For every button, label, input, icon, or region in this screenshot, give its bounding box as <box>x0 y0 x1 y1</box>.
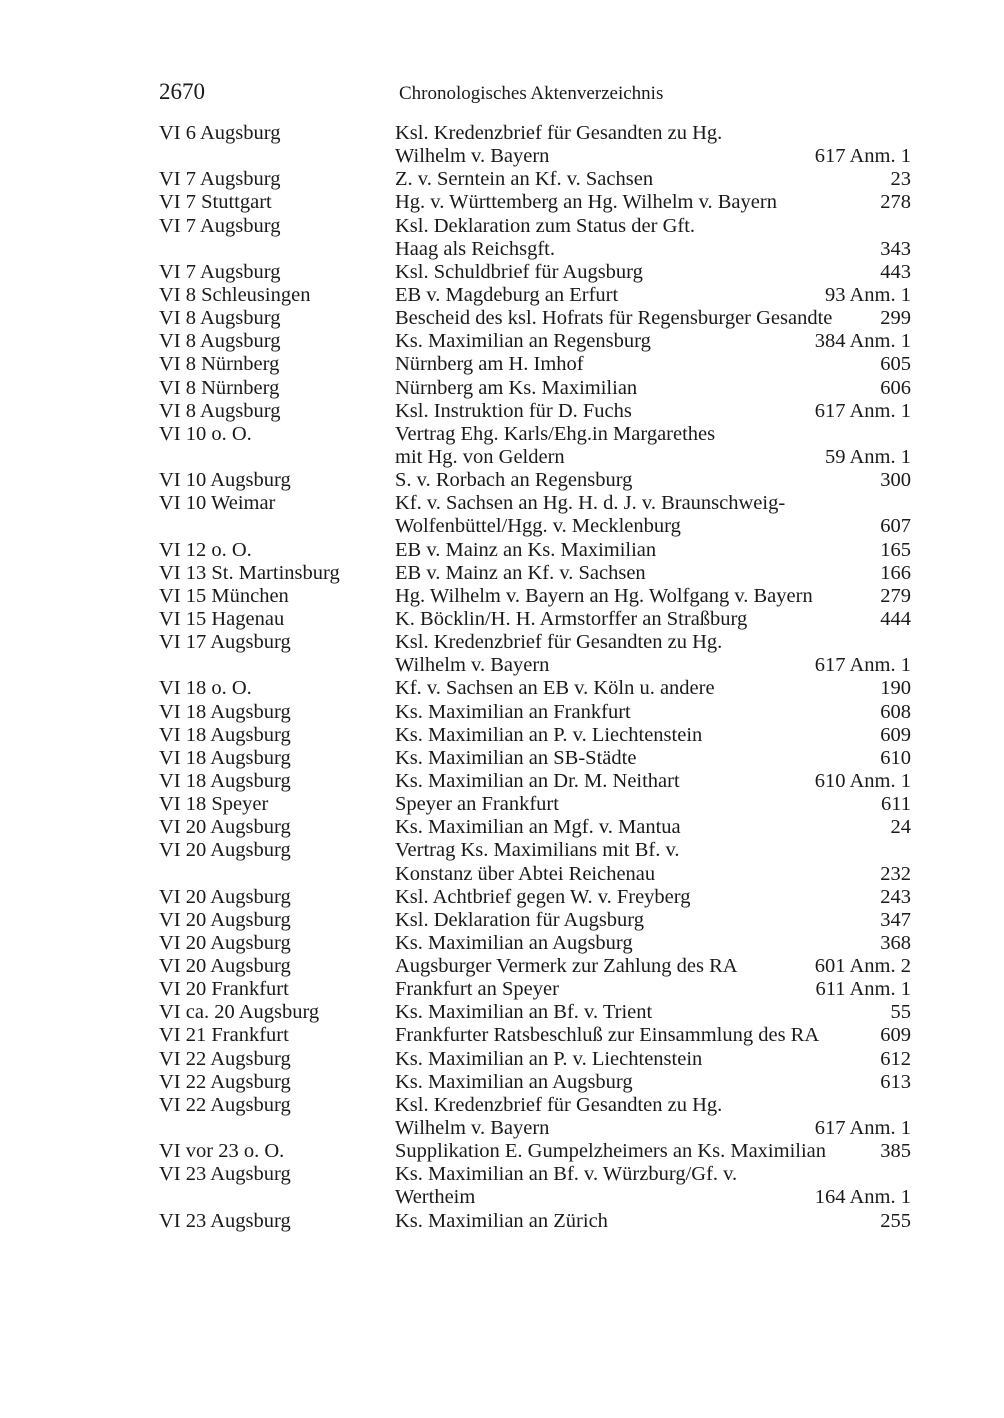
entry-row <box>159 747 911 770</box>
entry-description: Frankfurter Ratsbeschluß zur Einsammlung des RA <box>395 1024 820 1047</box>
entry-line <box>159 747 911 770</box>
entry-date-place: VI 10 Weimar <box>159 492 276 515</box>
entry-date-place: VI 20 Augsburg <box>159 885 291 908</box>
entry-date-place: VI vor 23 o. O. <box>159 1140 285 1163</box>
entry-date-place: VI 7 Stuttgart <box>159 191 272 214</box>
entry-page-reference: 166 <box>880 561 911 584</box>
entry-row <box>159 677 911 700</box>
entry-page-reference: 605 <box>880 353 911 376</box>
entry-row <box>159 816 911 839</box>
running-head <box>159 78 911 108</box>
entry-line <box>159 886 911 909</box>
entry-line <box>159 677 911 700</box>
entry-description: Ks. Maximilian an Bf. v. Würzburg/Gf. v. <box>395 1163 738 1186</box>
entry-description: Haag als Reichsgft. <box>395 237 555 260</box>
entry-page-reference: 23 <box>890 168 911 191</box>
entry-date-place: VI 20 Augsburg <box>159 816 291 839</box>
entry-date-place: VI 20 Augsburg <box>159 931 291 954</box>
entry-description: Ksl. Deklaration für Augsburg <box>395 908 645 931</box>
entry-description: Ks. Maximilian an Dr. M. Neithart <box>395 769 680 792</box>
entry-page-reference: 617 Anm. 1 <box>814 399 911 422</box>
entry-line <box>159 585 911 608</box>
entry-row <box>159 701 911 724</box>
entry-page-reference: 164 Anm. 1 <box>814 1186 911 1209</box>
entry-description: K. Böcklin/H. H. Armstorffer an Straßburg <box>395 607 748 630</box>
entry-row <box>159 839 911 885</box>
entry-line <box>159 145 911 168</box>
entry-row <box>159 1071 911 1094</box>
entry-row <box>159 307 911 330</box>
entry-page-reference: 611 Anm. 1 <box>815 978 911 1001</box>
entry-description: Ks. Maximilian an Augsburg <box>395 931 633 954</box>
entry-page-reference: 347 <box>880 908 911 931</box>
entry-page-reference: 609 <box>880 723 911 746</box>
entry-row <box>159 353 911 376</box>
entry-description: Ks. Maximilian an P. v. Liechtenstein <box>395 1047 703 1070</box>
entry-row <box>159 1001 911 1024</box>
entry-date-place: VI 8 Schleusingen <box>159 283 311 306</box>
entry-description: Supplikation E. Gumpelzheimers an Ks. Maximilian <box>395 1140 827 1163</box>
entry-line <box>159 1186 911 1209</box>
entry-row <box>159 539 911 562</box>
entry-row <box>159 1210 911 1233</box>
entry-date-place: VI 10 o. O. <box>159 422 252 445</box>
entry-date-place: VI 20 Frankfurt <box>159 978 289 1001</box>
entry-line <box>159 724 911 747</box>
entry-description: Kf. v. Sachsen an Hg. H. d. J. v. Braunschweig- <box>395 492 786 515</box>
entry-page-reference: 606 <box>880 376 911 399</box>
entry-row <box>159 1163 911 1209</box>
entry-description: EB v. Magdeburg an Erfurt <box>395 283 619 306</box>
entry-line <box>159 377 911 400</box>
entry-date-place: VI 7 Augsburg <box>159 168 281 191</box>
entry-date-place: VI ca. 20 Augsburg <box>159 1001 320 1024</box>
entry-line <box>159 1048 911 1071</box>
entry-row <box>159 469 911 492</box>
entry-date-place: VI 7 Augsburg <box>159 260 281 283</box>
entry-description: Nürnberg am Ks. Maximilian <box>395 376 638 399</box>
entry-description: Konstanz über Abtei Reichenau <box>395 862 656 885</box>
entry-row <box>159 909 911 932</box>
entry-date-place: VI 15 München <box>159 584 289 607</box>
entry-description: Ksl. Kredenzbrief für Gesandten zu Hg. <box>395 122 723 144</box>
entry-line <box>159 446 911 469</box>
entry-row <box>159 492 911 538</box>
running-title: Chronologisches Aktenverzeichnis <box>399 83 664 104</box>
entry-page-reference: 190 <box>880 677 911 700</box>
entry-date-place: VI 22 Augsburg <box>159 1093 291 1116</box>
entry-line <box>159 191 911 214</box>
entry-description: Z. v. Serntein an Kf. v. Sachsen <box>395 168 654 191</box>
entry-line <box>159 816 911 839</box>
entry-row <box>159 1140 911 1163</box>
entry-line <box>159 122 911 145</box>
entry-line <box>159 562 911 585</box>
entry-page-reference: 368 <box>880 931 911 954</box>
entry-page-reference: 243 <box>880 885 911 908</box>
entry-line <box>159 238 911 261</box>
entry-description: Wilhelm v. Bayern <box>395 145 550 168</box>
entry-page-reference: 255 <box>880 1209 911 1232</box>
entry-row <box>159 793 911 816</box>
entry-description: Ksl. Achtbrief gegen W. v. Freyberg <box>395 885 691 908</box>
entry-date-place: VI 20 Augsburg <box>159 955 291 978</box>
entry-line <box>159 770 911 793</box>
entry-line <box>159 1094 911 1117</box>
entry-row <box>159 1024 911 1047</box>
document-page <box>159 78 911 1232</box>
entry-date-place: VI 18 Augsburg <box>159 769 291 792</box>
entry-description: Hg. v. Württemberg an Hg. Wilhelm v. Bayern <box>395 191 777 214</box>
entry-row <box>159 215 911 261</box>
entry-date-place: VI 23 Augsburg <box>159 1163 291 1186</box>
entry-row <box>159 191 911 214</box>
entry-description: Hg. Wilhelm v. Bayern an Hg. Wolfgang v. Bayern <box>395 584 813 607</box>
entry-line <box>159 608 911 631</box>
entry-date-place: VI 6 Augsburg <box>159 122 281 144</box>
entry-date-place: VI 17 Augsburg <box>159 631 291 654</box>
entry-line <box>159 955 911 978</box>
entry-page-reference: 279 <box>880 584 911 607</box>
entry-page-reference: 384 Anm. 1 <box>814 330 911 353</box>
entry-page-reference: 278 <box>880 191 911 214</box>
entry-line <box>159 978 911 1001</box>
entry-line <box>159 492 911 515</box>
entry-line <box>159 1024 911 1047</box>
entry-row <box>159 978 911 1001</box>
entry-date-place: VI 12 o. O. <box>159 538 252 561</box>
entry-row <box>159 122 911 168</box>
entry-date-place: VI 18 Speyer <box>159 793 269 816</box>
entry-line <box>159 793 911 816</box>
entry-line <box>159 423 911 446</box>
entry-page-reference: 612 <box>880 1047 911 1070</box>
entry-page-reference: 299 <box>880 307 911 330</box>
entry-date-place: VI 7 Augsburg <box>159 214 281 237</box>
entry-description: Augsburger Vermerk zur Zahlung des RA <box>395 955 738 978</box>
entry-description: EB v. Mainz an Ks. Maximilian <box>395 538 657 561</box>
entry-line <box>159 932 911 955</box>
entry-description: Kf. v. Sachsen an EB v. Köln u. andere <box>395 677 715 700</box>
entry-row <box>159 377 911 400</box>
entry-line <box>159 330 911 353</box>
entry-date-place: VI 22 Augsburg <box>159 1047 291 1070</box>
entry-line <box>159 261 911 284</box>
entry-line <box>159 1001 911 1024</box>
entry-date-place: VI 8 Nürnberg <box>159 353 280 376</box>
entry-description: Vertrag Ks. Maximilians mit Bf. v. <box>395 839 680 862</box>
entry-description: Bescheid des ksl. Hofrats für Regensburger Gesandte <box>395 307 833 330</box>
entry-page-reference: 444 <box>880 607 911 630</box>
entry-description: Ksl. Schuldbrief für Augsburg <box>395 260 643 283</box>
entry-date-place: VI 8 Augsburg <box>159 307 281 330</box>
entry-date-place: VI 18 Augsburg <box>159 723 291 746</box>
entry-row <box>159 608 911 631</box>
entry-page-reference: 611 <box>881 793 911 816</box>
entry-description: Wolfenbüttel/Hgg. v. Mecklenburg <box>395 515 681 538</box>
entry-description: Wertheim <box>395 1186 476 1209</box>
entry-line <box>159 400 911 423</box>
entry-date-place: VI 8 Augsburg <box>159 330 281 353</box>
entry-description: Ksl. Instruktion für D. Fuchs <box>395 399 632 422</box>
entry-line <box>159 307 911 330</box>
entry-date-place: VI 10 Augsburg <box>159 469 291 492</box>
entry-description: EB v. Mainz an Kf. v. Sachsen <box>395 561 646 584</box>
entry-line <box>159 654 911 677</box>
entry-line <box>159 1071 911 1094</box>
entry-page-reference: 343 <box>880 237 911 260</box>
entry-row <box>159 955 911 978</box>
entry-line <box>159 839 911 862</box>
entry-page-reference: 165 <box>880 538 911 561</box>
entry-date-place: VI 22 Augsburg <box>159 1070 291 1093</box>
entry-line <box>159 1117 911 1140</box>
entry-line <box>159 284 911 307</box>
entry-description: Ksl. Deklaration zum Status der Gft. <box>395 214 696 237</box>
entry-line <box>159 909 911 932</box>
entry-page-reference: 608 <box>880 700 911 723</box>
entry-line <box>159 469 911 492</box>
entry-description: Nürnberg am H. Imhof <box>395 353 584 376</box>
entry-row <box>159 400 911 423</box>
entry-description: Speyer an Frankfurt <box>395 793 559 816</box>
entry-page-reference: 607 <box>880 515 911 538</box>
entry-page-reference: 55 <box>890 1001 911 1024</box>
entry-line <box>159 863 911 886</box>
entry-page-reference: 613 <box>880 1070 911 1093</box>
entry-page-reference: 385 <box>880 1140 911 1163</box>
entry-description: Ks. Maximilian an Regensburg <box>395 330 651 353</box>
entry-page-reference: 609 <box>880 1024 911 1047</box>
entry-description: Vertrag Ehg. Karls/Ehg.in Margarethes <box>395 422 716 445</box>
entry-line <box>159 353 911 376</box>
entry-row <box>159 168 911 191</box>
entry-description: Ks. Maximilian an Mgf. v. Mantua <box>395 816 681 839</box>
entry-description: Ks. Maximilian an Frankfurt <box>395 700 631 723</box>
entry-description: Ksl. Kredenzbrief für Gesandten zu Hg. <box>395 1093 723 1116</box>
entry-page-reference: 617 Anm. 1 <box>814 654 911 677</box>
entry-date-place: VI 8 Nürnberg <box>159 376 280 399</box>
entry-description: Ksl. Kredenzbrief für Gesandten zu Hg. <box>395 631 723 654</box>
entry-line <box>159 1210 911 1233</box>
entry-description: mit Hg. von Geldern <box>395 445 565 468</box>
entry-date-place: VI 21 Frankfurt <box>159 1024 289 1047</box>
entry-row <box>159 562 911 585</box>
entry-line <box>159 215 911 238</box>
entry-date-place: VI 20 Augsburg <box>159 908 291 931</box>
entry-page-reference: 24 <box>890 816 911 839</box>
entry-page-reference: 59 Anm. 1 <box>825 445 911 468</box>
entry-line <box>159 1163 911 1186</box>
entry-row <box>159 932 911 955</box>
entry-date-place: VI 20 Augsburg <box>159 839 291 862</box>
entry-page-reference: 232 <box>880 862 911 885</box>
entry-description: Ks. Maximilian an Augsburg <box>395 1070 633 1093</box>
entry-page-reference: 443 <box>880 260 911 283</box>
entry-row <box>159 261 911 284</box>
entry-description: Ks. Maximilian an Zürich <box>395 1209 608 1232</box>
entry-row <box>159 423 911 469</box>
entry-line <box>159 631 911 654</box>
entry-row <box>159 631 911 677</box>
entry-description: Ks. Maximilian an P. v. Liechtenstein <box>395 723 703 746</box>
entry-line <box>159 1140 911 1163</box>
entry-line <box>159 168 911 191</box>
entry-row <box>159 284 911 307</box>
entry-page-reference: 610 Anm. 1 <box>814 769 911 792</box>
page-number: 2670 <box>159 79 205 104</box>
entry-page-reference: 617 Anm. 1 <box>814 145 911 168</box>
chronological-entry-list <box>159 122 911 1233</box>
entry-description: S. v. Rorbach an Regensburg <box>395 469 633 492</box>
entry-description: Wilhelm v. Bayern <box>395 1117 550 1140</box>
entry-date-place: VI 18 Augsburg <box>159 746 291 769</box>
entry-date-place: VI 23 Augsburg <box>159 1209 291 1232</box>
entry-description: Ks. Maximilian an SB-Städte <box>395 746 637 769</box>
entry-description: Wilhelm v. Bayern <box>395 654 550 677</box>
entry-row <box>159 585 911 608</box>
entry-description: Frankfurt an Speyer <box>395 978 559 1001</box>
entry-row <box>159 330 911 353</box>
entry-date-place: VI 18 Augsburg <box>159 700 291 723</box>
entry-date-place: VI 8 Augsburg <box>159 399 281 422</box>
entry-row <box>159 770 911 793</box>
entry-line <box>159 539 911 562</box>
entry-row <box>159 1094 911 1140</box>
entry-row <box>159 724 911 747</box>
entry-row <box>159 1048 911 1071</box>
entry-page-reference: 300 <box>880 469 911 492</box>
entry-line <box>159 515 911 538</box>
entry-date-place: VI 15 Hagenau <box>159 607 285 630</box>
entry-line <box>159 701 911 724</box>
entry-date-place: VI 18 o. O. <box>159 677 252 700</box>
entry-page-reference: 617 Anm. 1 <box>814 1117 911 1140</box>
entry-page-reference: 93 Anm. 1 <box>825 283 911 306</box>
entry-description: Ks. Maximilian an Bf. v. Trient <box>395 1001 653 1024</box>
entry-date-place: VI 13 St. Martinsburg <box>159 561 340 584</box>
entry-row <box>159 886 911 909</box>
entry-page-reference: 601 Anm. 2 <box>814 955 911 978</box>
entry-page-reference: 610 <box>880 746 911 769</box>
